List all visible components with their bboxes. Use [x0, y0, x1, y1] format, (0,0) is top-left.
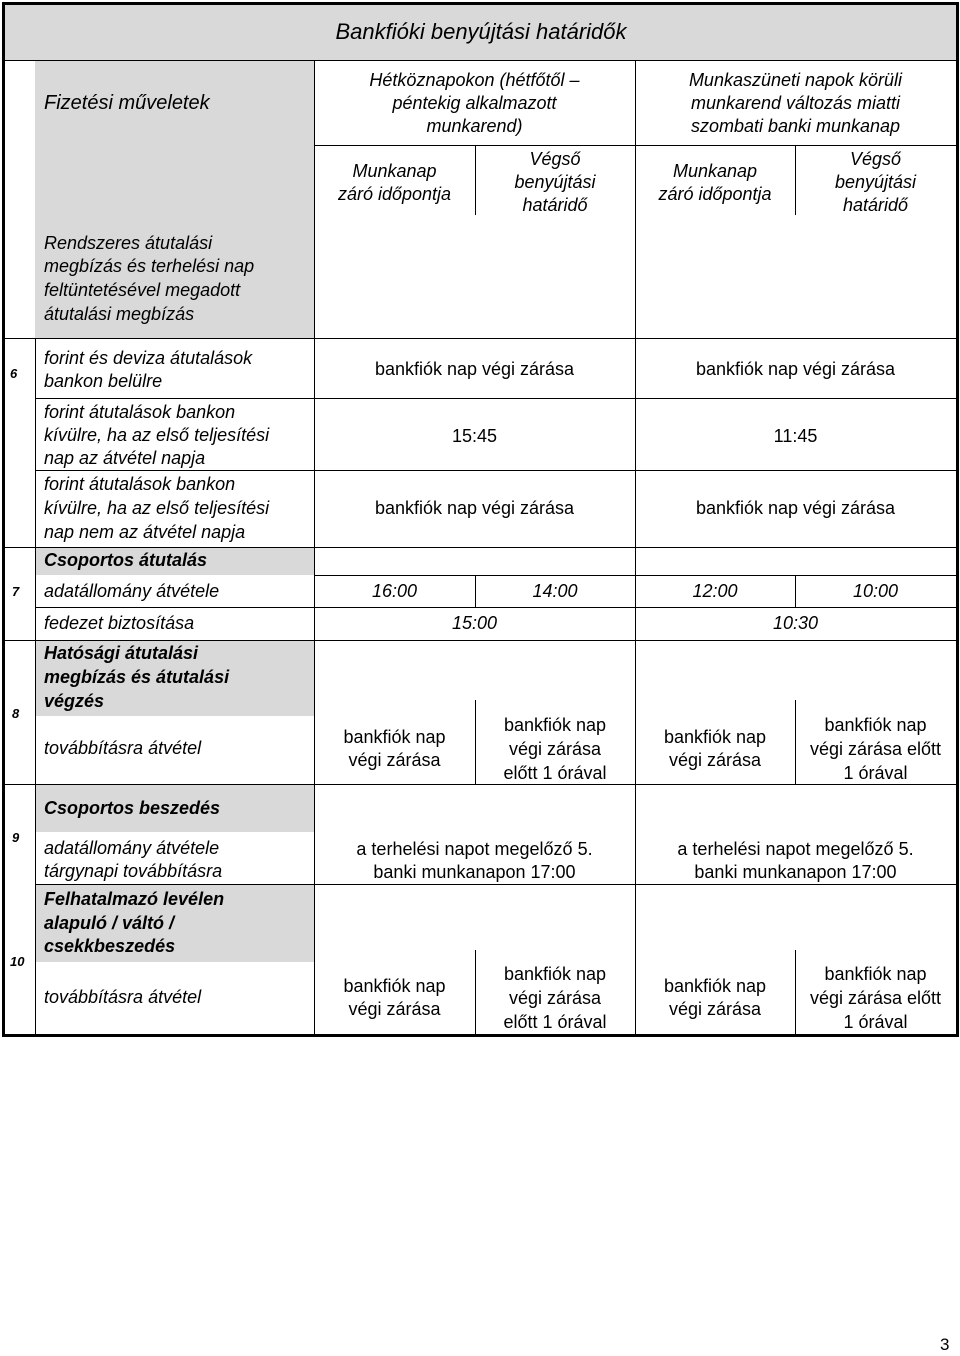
table-rule [35, 607, 958, 608]
row-number: 6 [10, 366, 18, 381]
page-title: Bankfióki benyújtási határidők [335, 19, 627, 44]
row-label: fedezet biztosítása [44, 613, 195, 633]
row-label: továbbításra átvétel [44, 987, 202, 1007]
value-line: 1 órával [843, 1012, 908, 1032]
saturday-group-header-line: munkarend változás miatti [690, 93, 901, 113]
group-collection-title: Csoportos beszedés [44, 798, 221, 818]
weekday-group-header-line: péntekig alkalmazott [392, 93, 557, 113]
row-label-line: tárgynapi továbbításra [44, 861, 223, 881]
table-rule [35, 398, 958, 399]
value-line: végi zárása előtt [809, 739, 942, 759]
table-rule [4, 640, 958, 641]
value-line: bankfiók nap [824, 964, 927, 984]
value-line: végi zárása [668, 999, 762, 1019]
saturday-value: bankfiók nap végi zárása [695, 498, 896, 518]
saturday-deadline-value: 10:00 [852, 581, 899, 601]
row-label-line: forint átutalások bankon [44, 402, 236, 422]
row-number: 8 [12, 706, 20, 721]
deadline-header-line: benyújtási [514, 172, 596, 192]
table-border [956, 2, 959, 1037]
weekday-close-value: 16:00 [371, 581, 418, 601]
section-title-line: alapuló / váltó / [44, 913, 175, 933]
weekday-value: 15:00 [451, 613, 498, 633]
table-rule [314, 145, 958, 146]
table-rule [4, 338, 958, 339]
saturday-group-header-line: szombati banki munkanap [690, 116, 901, 136]
close-time-header-line: Munkanap [672, 161, 758, 181]
value-line: végi zárása [348, 999, 441, 1019]
saturday-value: bankfiók nap végi zárása [695, 359, 896, 379]
table-rule [314, 575, 958, 576]
table-border [2, 2, 5, 1037]
table-rule [4, 547, 958, 548]
row-label-line: kívülre, ha az első teljesítési [44, 425, 270, 445]
operations-column-header: Fizetési műveletek [44, 92, 210, 114]
weekday-value: 15:45 [451, 426, 498, 446]
close-time-header-line: Munkanap [352, 161, 437, 181]
section-title-line: végzés [44, 691, 105, 711]
table-rule [4, 60, 958, 61]
row-label-line: kívülre, ha az első teljesítési [44, 498, 270, 518]
deadline-header-line: határidő [842, 195, 909, 215]
weekday-deadline-value: 14:00 [532, 581, 578, 601]
value-line: előtt 1 órával [503, 763, 607, 783]
value-line: bankfiók nap [503, 715, 607, 735]
saturday-value: 10:30 [772, 613, 819, 633]
page-number: 3 [940, 1335, 950, 1354]
value-line: 1 órával [843, 763, 908, 783]
section-title-line: megbízás és átutalási [44, 667, 230, 687]
value-line: banki munkanapon 17:00 [373, 862, 576, 882]
deadline-header-line: benyújtási [834, 172, 917, 192]
section-title-line: Rendszeres átutalási [44, 233, 213, 253]
close-time-header-line: záró időpontja [337, 184, 452, 204]
section-title-line: feltüntetésével megadott [44, 280, 241, 300]
weekday-group-header-line: munkarend) [426, 116, 523, 136]
value-line: bankfiók nap [343, 727, 446, 747]
value-line: végi zárása előtt [809, 988, 942, 1008]
value-line: bankfiók nap [663, 976, 767, 996]
row-number: 10 [10, 954, 25, 969]
row-label-line: nap az átvétel napja [44, 448, 206, 468]
row-label: továbbításra átvétel [44, 738, 202, 758]
group-transfer-title: Csoportos átutalás [44, 550, 208, 570]
section-title-line: átutalási megbízás [44, 304, 195, 324]
section-title-line: csekkbeszedés [44, 936, 176, 956]
row-label: adatállomány átvétele [44, 581, 220, 601]
value-line: végi zárása [348, 750, 441, 770]
section-title-line: megbízás és terhelési nap [44, 256, 255, 276]
value-line: végi zárása [668, 750, 762, 770]
row-label-line: nap nem az átvétel napja [44, 522, 246, 542]
value-line: bankfiók nap [824, 715, 927, 735]
section-title-line: Felhatalmazó levélen [44, 889, 225, 909]
table-border [2, 2, 959, 5]
value-line: végi zárása [508, 988, 602, 1008]
weekday-value: bankfiók nap végi zárása [374, 498, 575, 518]
weekday-group-header-line: Hétköznapokon (hétfőtől – [369, 70, 580, 90]
value-line: banki munkanapon 17:00 [694, 862, 897, 882]
row-label-line: forint és deviza átutalások [44, 348, 253, 368]
saturday-group-header-line: Munkaszüneti napok körüli [688, 70, 903, 90]
close-time-header-line: záró időpontja [658, 184, 772, 204]
value-line: előtt 1 órával [503, 1012, 607, 1032]
deadline-header-line: Végső [849, 149, 902, 169]
value-line: a terhelési napot megelőző 5. [356, 839, 593, 859]
value-line: bankfiók nap [503, 964, 607, 984]
row-number: 7 [12, 584, 20, 599]
table-rule [35, 338, 36, 1035]
value-line: bankfiók nap [663, 727, 767, 747]
row-label-line: forint átutalások bankon [44, 474, 236, 494]
deadline-header-line: határidő [522, 195, 588, 215]
weekday-value: bankfiók nap végi zárása [374, 359, 575, 379]
value-line: bankfiók nap [343, 976, 446, 996]
row-label-line: adatállomány átvétele [44, 838, 220, 858]
section-title-line: Hatósági átutalási [44, 643, 199, 663]
value-line: a terhelési napot megelőző 5. [677, 839, 914, 859]
value-line: végi zárása [508, 739, 602, 759]
saturday-close-value: 12:00 [692, 581, 738, 601]
row-label-line: bankon belülre [44, 371, 163, 391]
deadline-header-line: Végső [529, 149, 581, 169]
saturday-value: 11:45 [773, 426, 818, 446]
row-number: 9 [12, 830, 20, 845]
